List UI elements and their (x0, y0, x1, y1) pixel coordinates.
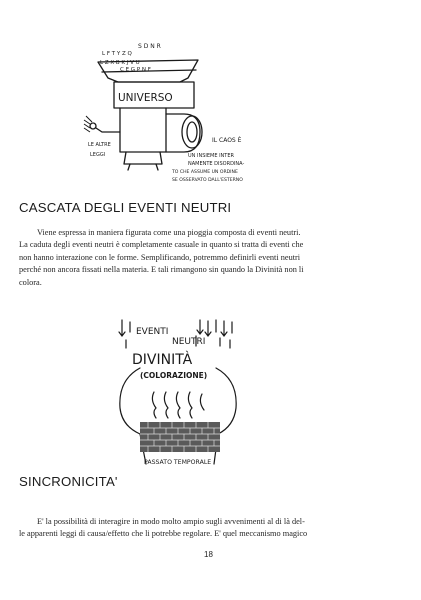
chaos-line-3: NAMENTE DISORDINA- (188, 161, 245, 167)
alphabet-row2: L F T Y Z Q (102, 51, 132, 57)
divinita-subtitle: (COLORAZIONE) (140, 371, 208, 380)
section1-paragraph (19, 227, 404, 289)
paragraph-line: Viene espressa in maniera figurata come una pioggia composta di eventi neutri. (37, 228, 301, 237)
alphabet-row3: L Z X B K J V U (100, 60, 140, 66)
divinita-illustration (110, 318, 250, 468)
page-number: 18 (204, 550, 213, 559)
section2-paragraph (19, 516, 404, 541)
left-label-2: LEGGI (90, 152, 106, 158)
rain-label-1: EVENTI (136, 327, 169, 337)
section-title-sincronicita: SINCRONICITA' (19, 474, 118, 489)
alphabet-row4: C E G P N F (120, 67, 151, 73)
chaos-line-1: IL CAOS È (212, 137, 242, 144)
paragraph-line: La caduta degli eventi neutri è completamente casuale in quanto si tratta di eventi che (19, 240, 304, 250)
paragraph-line: colora. (19, 277, 42, 287)
chaos-line-5: SE OSSERVATO DALL'ESTERNO (172, 178, 243, 183)
chaos-line-4: TO CHE ASSUME UN ORDINE (172, 170, 238, 175)
universo-illustration (80, 40, 280, 190)
rain-label-2: NEUTRI (172, 337, 206, 347)
section-title-cascata: CASCATA DEGLI EVENTI NEUTRI (19, 200, 232, 215)
paragraph-line: non hanno interazione con le forme. Semplificando, potremmo definirli eventi neutri (19, 252, 301, 262)
alphabet-top: S D N R (138, 43, 161, 50)
divinita-title: DIVINITÀ (132, 352, 193, 368)
divinita-caption: PASSATO TEMPORALE (144, 459, 212, 466)
universo-drawing (80, 40, 280, 190)
divinita-drawing (110, 318, 250, 468)
left-label-1: LE ALTRE (88, 142, 111, 148)
universo-label: UNIVERSO (118, 92, 173, 104)
paragraph-line: perché non ancora fissati nella materia. E tali rimangono sin quando la Divinità non li (19, 265, 304, 275)
brick-wall (140, 422, 220, 452)
paragraph-line: E' la possibilità di interagire in modo molto ampio sugli avvenimenti al di là del- (37, 517, 305, 526)
chaos-line-2: UN INSIEME INTER (188, 153, 234, 159)
paragraph-line: le apparenti leggi di causa/effetto che li potrebbe regolare. E' quel meccanismo magico (19, 529, 308, 539)
